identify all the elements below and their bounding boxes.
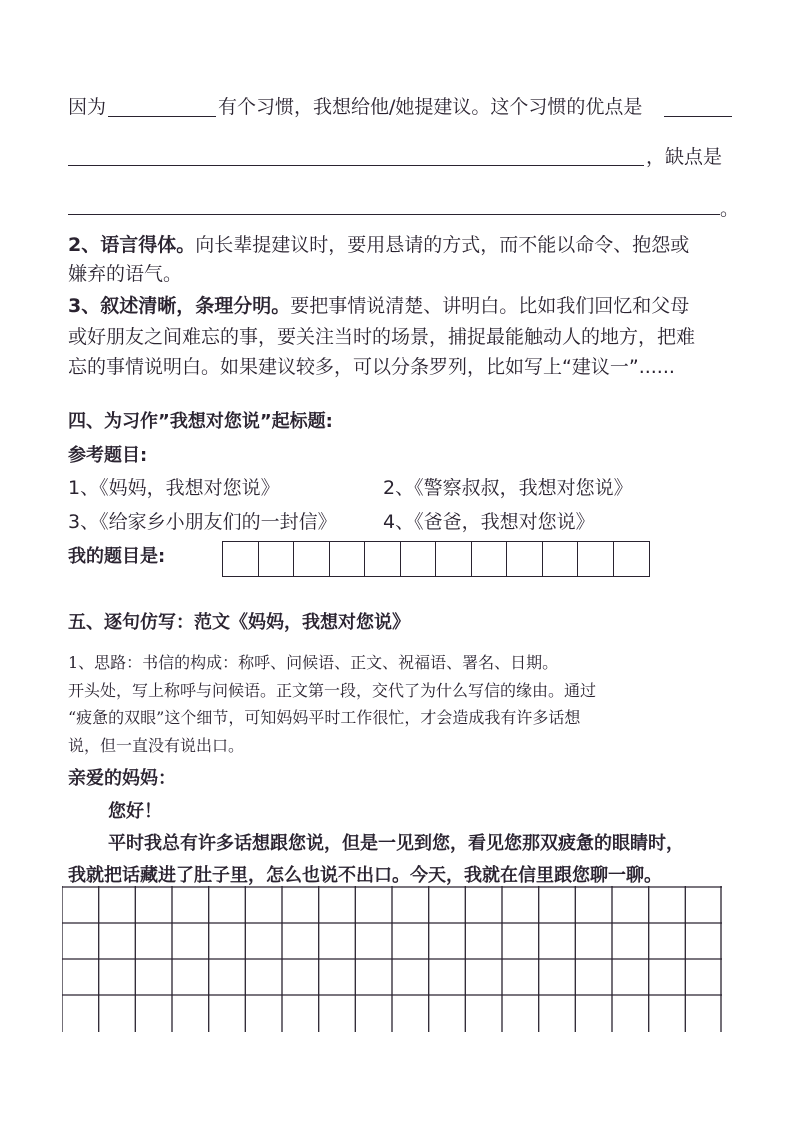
title-cell[interactable] <box>472 542 508 576</box>
advantage-blank[interactable] <box>664 92 732 117</box>
name-blank[interactable] <box>108 92 216 117</box>
idea-note-3: “疲惫的双眼”这个细节，可知妈妈平时工作很忙，才会造成我有许多话想 <box>68 708 581 727</box>
title-cell[interactable] <box>365 542 401 576</box>
reference-title-4: 4、《爸爸，我想对您说》 <box>383 511 595 533</box>
point-3 <box>68 291 689 318</box>
reference-titles-label: 参考题目: <box>68 445 148 466</box>
point-3-text-line3: 忘的事情说明白。如果建议较多，可以分条罗列，比如写上“建议一”...... <box>68 356 675 378</box>
point-2-text-cont: 嫌弃的语气。 <box>68 263 183 285</box>
title-cell[interactable] <box>578 542 614 576</box>
title-cell[interactable] <box>223 542 259 576</box>
reference-title-2: 2、《警察叔叔，我想对您说》 <box>383 477 633 499</box>
point-3-heading: 3、叙述清晰，条理分明。 <box>68 295 291 317</box>
point-3-text-line2: 或好朋友之间难忘的事，要关注当时的场景，捕捉最能触动人的地方，把难 <box>68 326 696 348</box>
advantage-continued-blank[interactable] <box>68 140 644 166</box>
point-2 <box>68 230 689 257</box>
reference-title-3: 3、《给家乡小朋友们的一封信》 <box>68 511 337 533</box>
habit-sentence-start: 因为 <box>68 96 107 118</box>
point-2-text: 向长辈提建议时，要用恳请的方式，而不能以命令、抱怨或 <box>195 234 690 256</box>
point-2-heading: 2、语言得体。 <box>68 234 196 256</box>
title-cell[interactable] <box>330 542 366 576</box>
section-5-heading: 五、逐句仿写：范文《妈妈，我想对您说》 <box>68 612 410 633</box>
my-title-label: 我的题目是: <box>68 546 166 567</box>
letter-paragraph-line2: 我就把话藏进了肚子里，怎么也说不出口。今天，我就在信里跟您聊一聊。 <box>68 865 662 886</box>
point-3-text: 要把事情说清楚、讲明白。比如我们回忆和父母 <box>290 295 690 317</box>
period-mark: 。 <box>720 198 740 220</box>
habit-sentence-middle: 有个习惯，我想给他/她提建议。这个习惯的优点是 <box>218 96 643 118</box>
letter-salutation: 亲爱的妈妈： <box>68 768 176 789</box>
title-cell[interactable] <box>507 542 543 576</box>
idea-note-4: 说，但一直没有说出口。 <box>68 736 245 755</box>
title-cell[interactable] <box>543 542 579 576</box>
letter-greeting: 您好！ <box>108 801 162 822</box>
title-cell[interactable] <box>436 542 472 576</box>
title-cell[interactable] <box>259 542 295 576</box>
reference-title-1: 1、《妈妈，我想对您说》 <box>68 477 280 499</box>
my-title-input-grid[interactable] <box>222 541 650 577</box>
title-cell[interactable] <box>294 542 330 576</box>
section-4-heading: 四、为习作”我想对您说”起标题: <box>68 411 333 432</box>
idea-note-1: 1、思路：书信的构成：称呼、问候语、正文、祝福语、署名、日期。 <box>68 653 559 672</box>
disadvantage-label: ，缺点是 <box>646 146 723 168</box>
letter-paragraph-line1: 平时我总有许多话想跟您说，但是一见到您，看见您那双疲惫的眼睛时， <box>108 833 684 854</box>
writing-grid[interactable] <box>62 886 722 1032</box>
title-cell[interactable] <box>401 542 437 576</box>
title-cell[interactable] <box>614 542 650 576</box>
disadvantage-blank[interactable] <box>68 188 720 215</box>
idea-note-2: 开头处，写上称呼与问候语。正文第一段，交代了为什么写信的缘由。通过 <box>68 681 597 700</box>
